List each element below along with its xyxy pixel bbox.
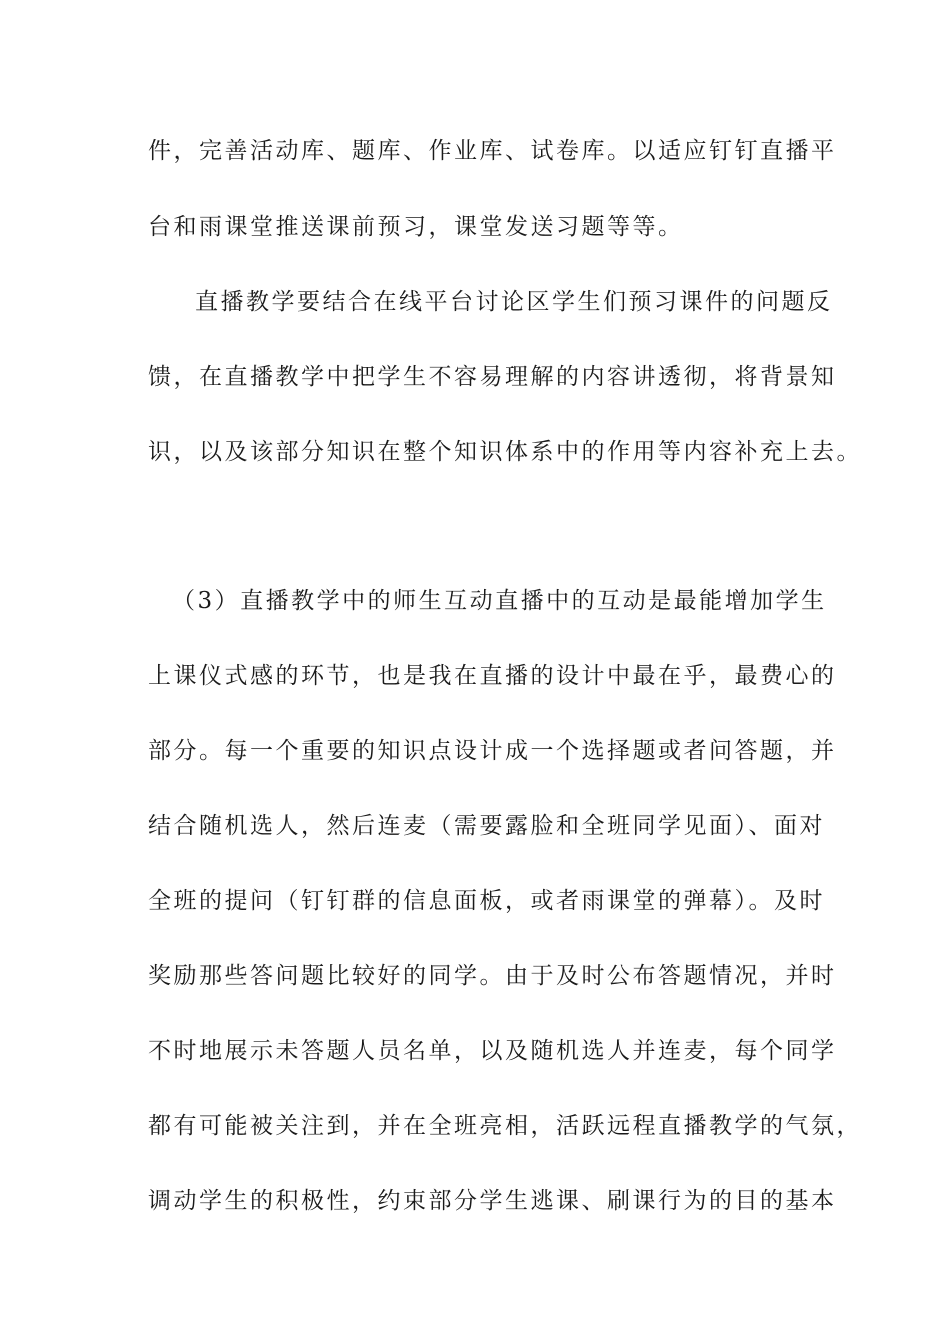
- text-line: 全班的提问（钉钉群的信息面板，或者雨课堂的弹幕）。及时: [148, 888, 825, 914]
- text-line: 台和雨课堂推送课前预习，课堂发送习题等等。: [148, 214, 684, 240]
- text-line: 识，以及该部分知识在整个知识体系中的作用等内容补充上去。: [148, 439, 862, 465]
- text-line: （3）直播教学中的师生互动直播中的互动是最能增加学生: [172, 588, 827, 614]
- text-line: 结合随机选人，然后连麦（需要露脸和全班同学见面）、面对: [148, 813, 825, 839]
- text-line: 上课仪式感的环节，也是我在直播的设计中最在乎，最费心的: [148, 663, 837, 689]
- text-line: 直播教学要结合在线平台讨论区学生们预习课件的问题反: [195, 289, 833, 315]
- text-line: 不时地展示未答题人员名单，以及随机选人并连麦，每个同学: [148, 1038, 837, 1064]
- text-line: 件，完善活动库、题库、作业库、试卷库。以适应钉钉直播平: [148, 138, 837, 164]
- text-line: 调动学生的积极性，约束部分学生逃课、刷课行为的目的基本: [148, 1188, 837, 1214]
- text-line: 都有可能被关注到，并在全班亮相，活跃远程直播教学的气氛，: [148, 1113, 862, 1139]
- text-line: 馈，在直播教学中把学生不容易理解的内容讲透彻，将背景知: [148, 364, 837, 390]
- text-line: 奖励那些答问题比较好的同学。由于及时公布答题情况，并时: [148, 963, 837, 989]
- text-line: 部分。每一个重要的知识点设计成一个选择题或者问答题，并: [148, 738, 837, 764]
